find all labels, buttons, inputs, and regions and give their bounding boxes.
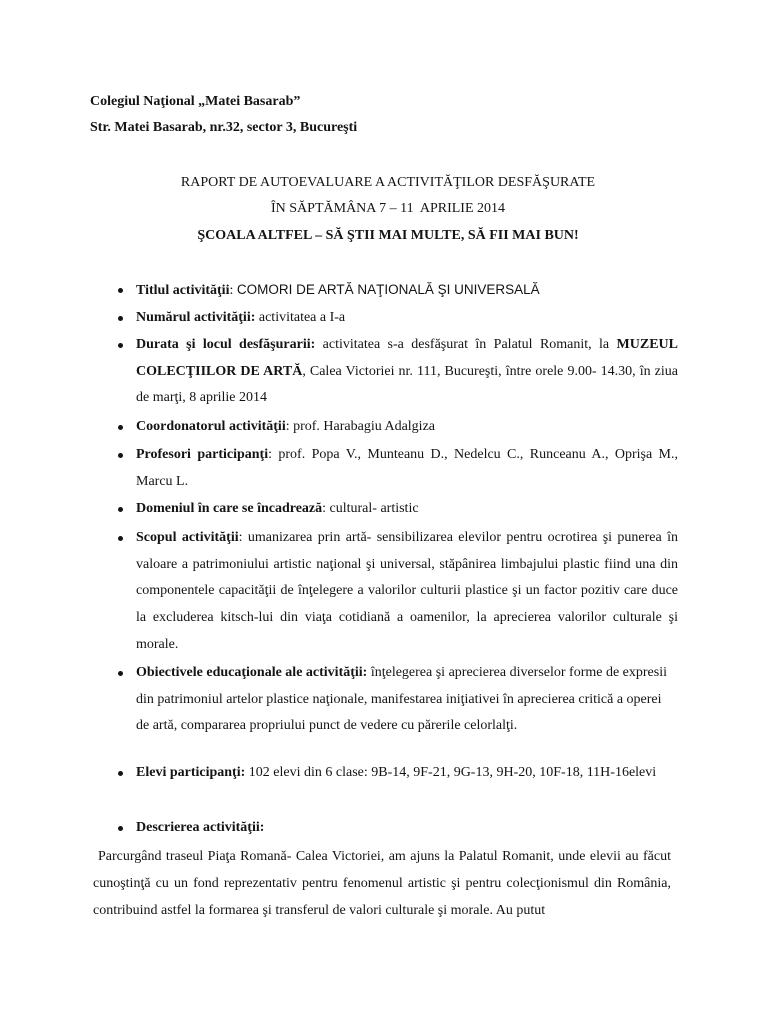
item-numarul-activitatii	[118, 305, 678, 332]
report-subtitle: ŞCOALA ALTFEL – SĂ ŞTII MAI MULTE, SĂ FII MAI BUN!	[197, 228, 579, 243]
item-value: : cultural- artistic	[322, 501, 419, 516]
item-value: activitatea a I-a	[255, 310, 346, 325]
item-value: : prof. Harabagiu Adalgiza	[285, 419, 435, 434]
school-address: Str. Matei Basarab, nr.32, sector 3, Bucureşti	[90, 120, 358, 135]
item-label: Titlul activităţii	[136, 283, 230, 298]
report-title: RAPORT DE AUTOEVALUARE A ACTIVITĂŢILOR DESFĂŞURATE	[180, 175, 596, 190]
item-profesori	[118, 442, 678, 495]
item-value: COMORI DE ARTĂ NAŢIONALĂ ŞI UNIVERSALĂ	[236, 282, 540, 297]
item-label: Elevi participanţi:	[136, 765, 246, 780]
school-name: Colegiul Naţional „Matei Basarab”	[90, 94, 301, 109]
bullet-icon	[118, 453, 123, 458]
item-titlul-activitatii	[118, 277, 678, 305]
report-period: ÎN SĂPTĂMÂNA 7 – 11 APRILIE 2014	[271, 201, 505, 216]
bullet-icon	[118, 343, 123, 348]
item-scopul	[118, 525, 678, 659]
item-elevi	[118, 760, 678, 787]
bullet-icon	[118, 826, 123, 831]
item-value: 102 elevi din 6 clase: 9B-14, 9F-21, 9G-13, 9H-20, 10F-18, 11H-16elevi	[245, 765, 657, 780]
bullet-icon	[118, 316, 123, 321]
bullet-icon	[118, 288, 123, 293]
museum-name: MUZEUL COLECŢIILOR DE ARTĂ	[136, 337, 678, 379]
bullet-icon	[118, 536, 123, 541]
item-obiective	[118, 660, 678, 740]
item-value: : prof. Popa V., Munteanu D., Nedelcu C., Runceanu A., Oprişa M., Marcu L.	[136, 447, 678, 489]
bullet-icon	[118, 507, 123, 512]
item-coordonator	[118, 414, 678, 441]
item-domeniul	[118, 496, 678, 523]
description-paragraph: Parcurgând traseul Piaţa Romană- Calea Victoriei, am ajuns la Palatul Romanit, unde elevii au făcut cunoştinţă cu un fond reprezentativ pentru fenomenul artistic şi pentru colecţionismul din România, contribuind astfel la formarea şi transferul de valori culturale şi morale. Au putut	[93, 849, 671, 918]
item-value: înţelegerea şi aprecierea diverselor forme de expresii din patrimoniul artelor plastice naţionale, manifestarea iniţiativei în aprecierea critică a operei de artă, compararea propriului punct de vedere cu părerile celorlalţi.	[136, 665, 668, 734]
item-durata-locul	[118, 332, 678, 412]
item-descrierea	[118, 815, 678, 842]
item-separator: :	[229, 283, 237, 298]
item-label: Scopul activităţii	[136, 530, 239, 545]
item-value-rest: , Calea Victoriei nr. 111, Bucureşti, între orele 9.00- 14.30, în ziua de marţi, 8 aprilie 2014	[136, 363, 678, 406]
item-label: Profesori participanţi	[136, 447, 269, 462]
item-label: Obiectivele educaţionale ale activităţii:	[136, 665, 368, 680]
item-label: Durata şi locul desfăşurarii:	[136, 337, 316, 352]
bullet-icon	[118, 771, 123, 776]
item-label: Coordonatorul activităţii	[136, 419, 286, 434]
item-label: Descrierea activităţii:	[136, 820, 265, 835]
item-value: : umanizarea prin artă- sensibilizarea elevilor pentru ocrotirea şi punerea în valoare a patrimoniului artistic naţional şi universal, stăpânirea limbajului plastic fiind una din componentele capacităţii de înţelegere a valorilor culturii plastice şi un factor pozitiv care duce la excluderea kitsch-lui din viaţa cotidiană a oamenilor, la aprecierea valorilor culturale şi morale.	[136, 530, 678, 652]
bullet-icon	[118, 425, 123, 430]
item-label: Numărul activităţii:	[136, 310, 256, 325]
item-label: Domeniul în care se încadrează	[136, 501, 323, 516]
bullet-icon	[118, 671, 123, 676]
item-value: activitatea s-a desfăşurat în Palatul Romanit, la	[315, 337, 617, 352]
